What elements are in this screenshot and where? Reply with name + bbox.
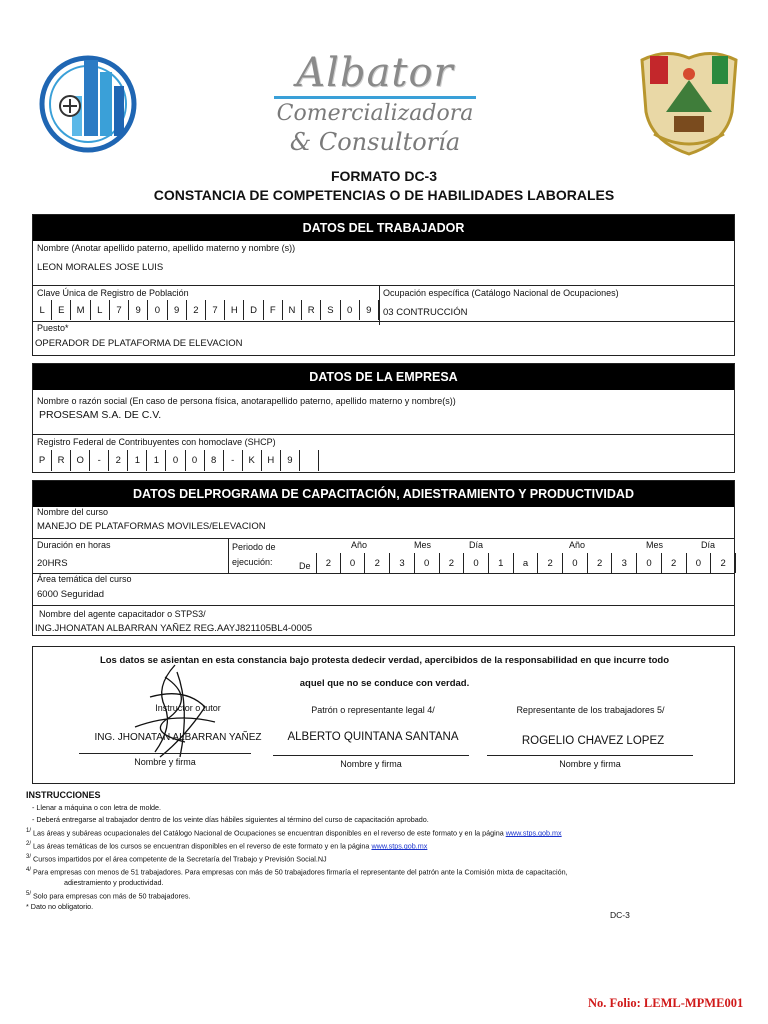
to-word: a	[514, 553, 539, 573]
brand-underline	[274, 96, 476, 99]
employer-label: Patrón o representante legal 4/	[311, 705, 435, 715]
company-section	[32, 363, 735, 473]
occupation-value: 03 CONTRUCCIÓN	[383, 307, 468, 318]
instructions-title: INSTRUCCIONES	[26, 790, 101, 800]
workers-rep-label: Representante de los trabajadores 5/	[516, 705, 665, 715]
program-section	[32, 480, 735, 636]
divider	[33, 573, 734, 574]
divider	[33, 285, 734, 286]
instructor-label: Instructor o tutor	[155, 703, 221, 713]
course-value: MANEJO DE PLATAFORMAS MOVILES/ELEVACION	[37, 521, 266, 532]
company-name-value: PROSESAM S.A. DE C.V.	[39, 409, 162, 421]
rfc-char-cell: 0	[166, 450, 185, 471]
instruction-line: $^{1/}$ Las áreas y subáreas ocupacionales del Catálogo Nacional de Ocupaciones se encuentran disponibles en el reverso de este formato y en la página www.stps.gob.mx	[26, 828, 562, 838]
course-label: Nombre del curso	[37, 507, 109, 517]
worker-name-label: Nombre (Anotar apellido paterno, apellido materno y nombre (s))	[37, 243, 296, 253]
start-year-digit: 2	[316, 553, 341, 573]
rfc-char-cell: 0	[186, 450, 205, 471]
end-year-label: Año	[569, 540, 586, 550]
instruction-line: - Deberá entregarse al trabajador dentro de los veinte días hábiles siguientes al término del curso de capacitación aprobado.	[32, 815, 429, 824]
company-section-header: DATOS DE LA EMPRESA	[33, 364, 734, 390]
area-value: 6000 Seguridad	[37, 589, 105, 600]
instructor-signature-line	[79, 753, 251, 754]
instruction-line: $^{3/}$ Cursos impartidos por el área competente de la Secretaría del Trabajo y Previsión Social.NJ	[26, 854, 327, 864]
rfc-cells	[33, 450, 319, 471]
end-month-label: Mes	[646, 540, 664, 550]
start-month-digit: 0	[415, 553, 440, 573]
end-year-digit: 0	[563, 553, 588, 573]
workers-rep-signature-line	[487, 755, 693, 756]
start-month-digit: 2	[440, 553, 465, 573]
curp-cells	[33, 300, 379, 320]
curp-char-cell: 0	[341, 300, 360, 320]
instruction-line: adiestramiento y productividad.	[64, 878, 164, 887]
worker-name-value: LEON MORALES JOSE LUIS	[37, 262, 164, 273]
curp-char-cell: 9	[360, 300, 379, 320]
program-section-header: DATOS DELPROGRAMA DE CAPACITACIÓN, ADIESTRAMIENTO Y PRODUCTIVIDAD	[33, 481, 734, 507]
end-year-digit: 2	[588, 553, 613, 573]
employer-name: ALBERTO QUINTANA SANTANA	[287, 731, 459, 743]
form-code: FORMATO DC-3	[330, 168, 438, 184]
brand-tagline: & Consultoría	[289, 128, 461, 156]
declaration-line-1: Los datos se asientan en esta constancia bajo protesta dedecir verdad, apercibidos de la responsabilidad en que incurre todo	[99, 655, 670, 666]
rfc-char-cell: P	[33, 450, 52, 471]
start-day-digit: 0	[464, 553, 489, 573]
brand-subtitle: Comercializadora	[276, 101, 474, 126]
curp-char-cell: N	[283, 300, 302, 320]
end-month-digit: 0	[637, 553, 662, 573]
curp-char-cell: L	[33, 300, 52, 320]
rfc-char-cell: H	[262, 450, 281, 471]
curp-char-cell: H	[225, 300, 244, 320]
period-label-2: ejecución:	[232, 557, 273, 567]
company-logo-buildings	[36, 46, 146, 156]
end-month-digit: 2	[662, 553, 687, 573]
curp-char-cell: F	[264, 300, 283, 320]
employer-signature-line	[273, 755, 469, 756]
curp-char-cell: E	[52, 300, 71, 320]
position-value: OPERADOR DE PLATAFORMA DE ELEVACION	[35, 338, 243, 349]
agent-value: ING.JHONATAN ALBARRAN YAÑEZ REG.AAYJ821105BL4-0005	[35, 623, 313, 634]
stps-link[interactable]: www.stps.gob.mx	[505, 828, 562, 838]
divider	[33, 321, 734, 322]
instructor-sign-caption: Nombre y firma	[134, 757, 196, 767]
curp-char-cell: D	[244, 300, 263, 320]
rfc-char-cell: 9	[281, 450, 300, 471]
divider	[33, 434, 734, 435]
instructor-name: ING. JHONATAN ALBARRAN YAÑEZ	[94, 732, 262, 743]
curp-label: Clave Única de Registro de Población	[37, 288, 189, 298]
end-year-digit: 3	[612, 553, 637, 573]
rfc-char-cell: K	[243, 450, 262, 471]
company-name-label: Nombre o razón social (En caso de persona física, anotarapellido paterno, apellido materno y nombre(s))	[37, 396, 456, 406]
start-year-digit: 2	[365, 553, 390, 573]
workers-rep-sign-caption: Nombre y firma	[559, 759, 621, 769]
rfc-char-cell: 8	[205, 450, 224, 471]
end-day-digit: 0	[687, 553, 712, 573]
start-year-digit: 3	[390, 553, 415, 573]
rfc-char-cell: O	[71, 450, 90, 471]
occupation-label: Ocupación específica (Catálogo Nacional de Ocupaciones)	[383, 288, 619, 298]
start-year-digit: 0	[341, 553, 366, 573]
curp-char-cell: 9	[129, 300, 148, 320]
hours-value: 20HRS	[37, 558, 68, 569]
form-title: CONSTANCIA DE COMPETENCIAS O DE HABILIDADES LABORALES	[153, 187, 615, 203]
divider	[379, 285, 380, 325]
curp-char-cell: 9	[168, 300, 187, 320]
rfc-char-cell: 1	[128, 450, 147, 471]
curp-char-cell: R	[302, 300, 321, 320]
divider	[33, 538, 734, 539]
workers-rep-name: ROGELIO CHAVEZ LOPEZ	[521, 735, 665, 747]
start-day-label: Día	[469, 540, 484, 550]
curp-char-cell: 7	[206, 300, 225, 320]
instruction-line: $^{2/}$ Las áreas temáticas de los cursos se encuentran disponibles en el reverso de este formato y en la página www.stps.gob.mx	[26, 841, 428, 851]
start-day-digit: 1	[489, 553, 514, 573]
curp-char-cell: 7	[110, 300, 129, 320]
rfc-label: Registro Federal de Contribuyentes con homoclave (SHCP)	[37, 437, 276, 447]
end-day-label: Día	[701, 540, 716, 550]
employer-sign-caption: Nombre y firma	[340, 759, 402, 769]
instruction-line: * Dato no obligatorio.	[26, 902, 94, 911]
period-label: Periodo de	[232, 542, 276, 552]
instruction-line: - Llenar a máquina o con letra de molde.	[32, 803, 162, 812]
folio-number: No. Folio: LEML-MPME001	[588, 996, 744, 1010]
curp-char-cell: M	[71, 300, 90, 320]
period-date-cells	[316, 553, 736, 573]
declaration-line-2: aquel que no se conduce con verdad.	[299, 678, 470, 689]
end-day-digit: 2	[711, 553, 736, 573]
divider	[33, 605, 734, 606]
stps-link[interactable]: www.stps.gob.mx	[371, 841, 428, 851]
signatures-section	[32, 646, 735, 784]
coat-of-arms-emblem	[636, 42, 742, 160]
curp-char-cell: 2	[187, 300, 206, 320]
worker-section-header: DATOS DEL TRABAJADOR	[33, 215, 734, 241]
rfc-char-cell: R	[52, 450, 71, 471]
divider	[228, 538, 229, 573]
rfc-char-cell: -	[90, 450, 109, 471]
rfc-char-cell: -	[224, 450, 243, 471]
rfc-char-cell: 2	[109, 450, 128, 471]
doc-code: DC-3	[610, 910, 630, 920]
instruction-line: $^{4/}$ Para empresas con menos de 51 trabajadores. Para empresas con más de 50 trabajadores firmaría el representante del patrón ante la Comisión mixta de capacitación,	[26, 867, 568, 877]
brand-logo	[270, 52, 480, 170]
rfc-char-cell: 1	[147, 450, 166, 471]
agent-label: Nombre del agente capacitador o STPS3/	[39, 609, 206, 619]
end-year-digit: 2	[538, 553, 563, 573]
curp-char-cell: L	[91, 300, 110, 320]
curp-char-cell: S	[321, 300, 340, 320]
area-label: Área temática del curso	[37, 574, 132, 584]
worker-section	[32, 214, 735, 356]
brand-name: Albator	[296, 50, 454, 96]
instruction-line: $^{5/}$ Solo para empresas con más de 50 trabajadores.	[26, 891, 191, 901]
start-month-label: Mes	[414, 540, 432, 550]
start-year-label: Año	[351, 540, 368, 550]
rfc-char-cell	[300, 450, 319, 471]
hours-label: Duración en horas	[37, 540, 111, 550]
curp-char-cell: 0	[148, 300, 167, 320]
position-label: Puesto*	[37, 323, 69, 333]
from-word: De	[299, 561, 311, 571]
